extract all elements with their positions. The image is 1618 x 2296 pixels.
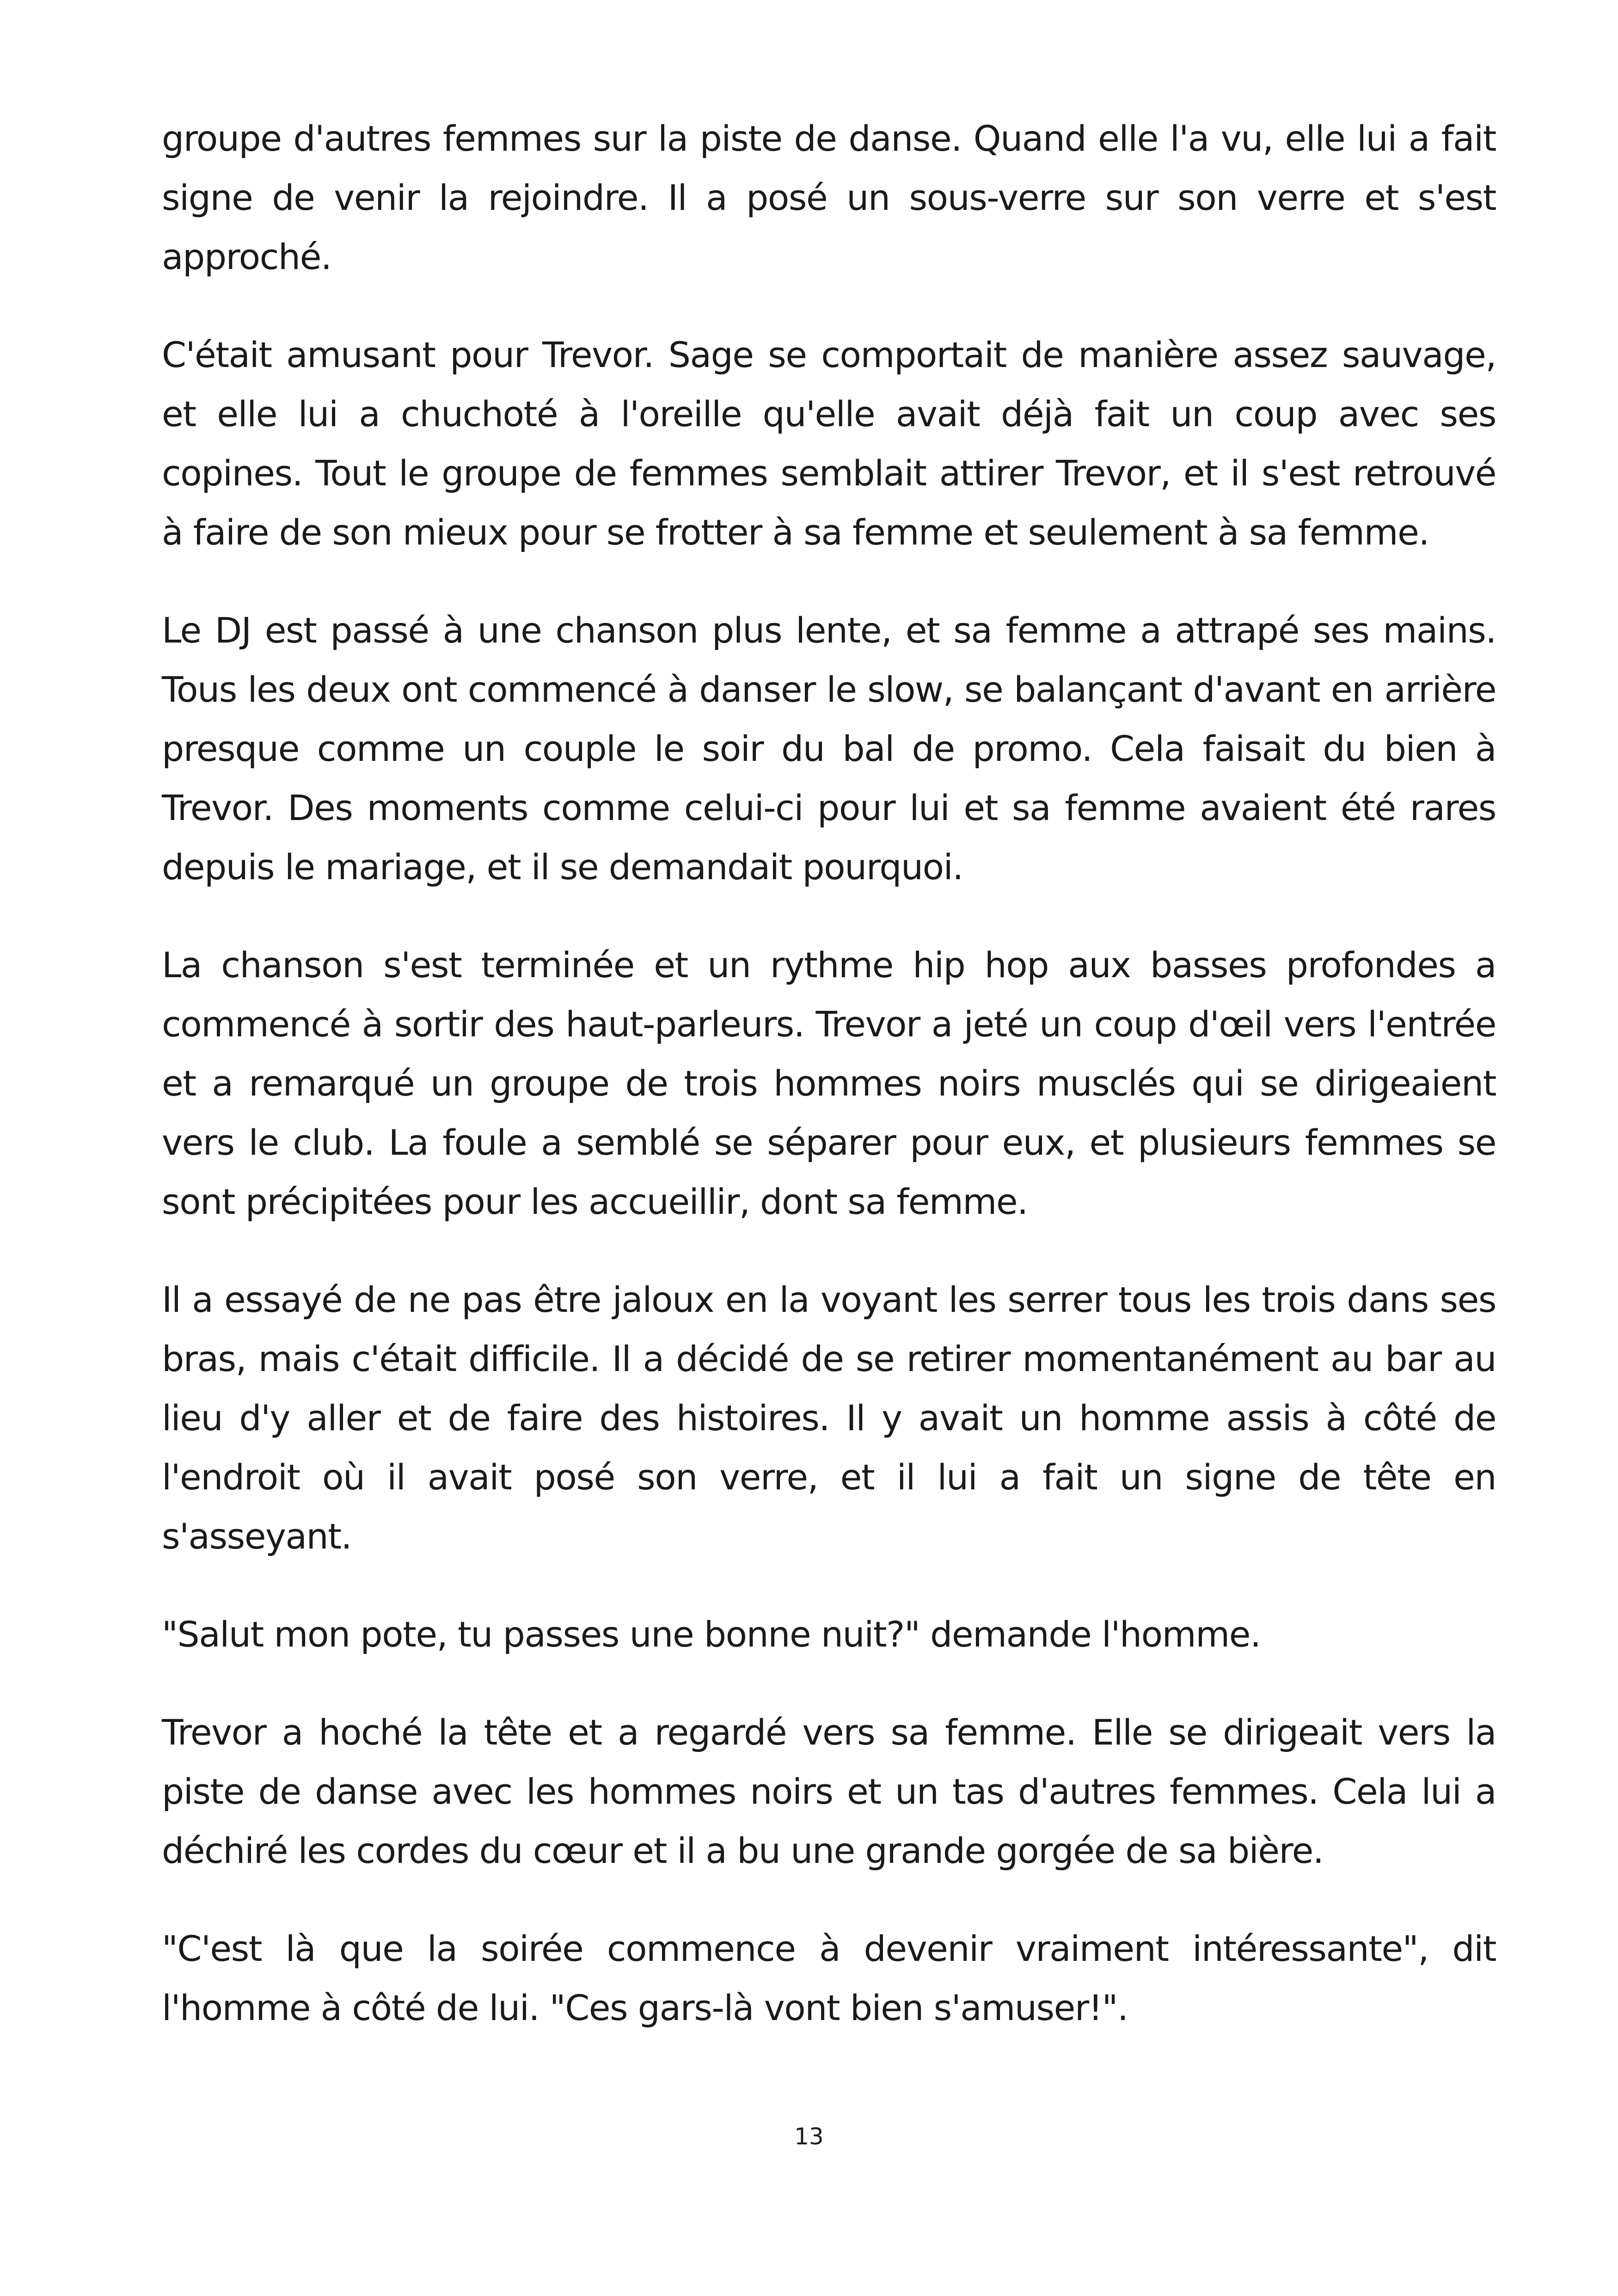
paragraph: C'était amusant pour Trevor. Sage se comportait de manière assez sauvage, et elle lui a chuchoté à l'oreille qu'elle avait déjà fait un coup avec ses copines. Tout le groupe de femmes semblait attirer Trevor, et il s'est retrouvé à faire de son mieux pour se frotter à sa femme et seulement à sa femme. [162, 334, 1496, 553]
paragraph: La chanson s'est terminée et un rythme hip hop aux basses profondes a commencé à sortir des haut-parleurs. Trevor a jeté un coup d'œil vers l'entrée et a remarqué un groupe de trois hommes noirs musclés qui se dirigeaient vers le club. La foule a semblé se séparer pour eux, et plusieurs femmes se sont précipitées pour les accueillir, dont sa femme. [162, 944, 1496, 1222]
page-number: 13 [794, 2123, 824, 2150]
paragraph: groupe d'autres femmes sur la piste de danse. Quand elle l'a vu, elle lui a fait signe de venir la rejoindre. Il a posé un sous-verre sur son verre et s'est approché. [162, 118, 1496, 277]
paragraph: Le DJ est passé à une chanson plus lente, et sa femme a attrapé ses mains. Tous les deux ont commencé à danser le slow, se balançant d'avant en arrière presque comme un couple le soir du bal de promo. Cela faisait du bien à Trevor. Des moments comme celui-ci pour lui et sa femme avaient été rares depuis le mariage, et il se demandait pourquoi. [162, 610, 1496, 888]
paragraph: Il a essayé de ne pas être jaloux en la voyant les serrer tous les trois dans ses bras, mais c'était difficile. Il a décidé de se retirer momentanément au bar au lieu d'y aller et de faire des histoires. Il y avait un homme assis à côté de l'endroit où il avait posé son verre, et il lui a fait un signe de tête en s'asseyant. [162, 1279, 1496, 1557]
paragraph: "C'est là que la soirée commence à devenir vraiment intéressante", dit l'homme à côté de lui. "Ces gars-là vont bien s'amuser!". [162, 1928, 1496, 2028]
body-text [162, 109, 1496, 2076]
paragraph: Trevor a hoché la tête et a regardé vers sa femme. Elle se dirigeait vers la piste de danse avec les hommes noirs et un tas d'autres femmes. Cela lui a déchiré les cordes du cœur et il a bu une grande gorgée de sa bière. [162, 1712, 1496, 1871]
paragraph: "Salut mon pote, tu passes une bonne nuit?" demande l'homme. [162, 1614, 1261, 1655]
